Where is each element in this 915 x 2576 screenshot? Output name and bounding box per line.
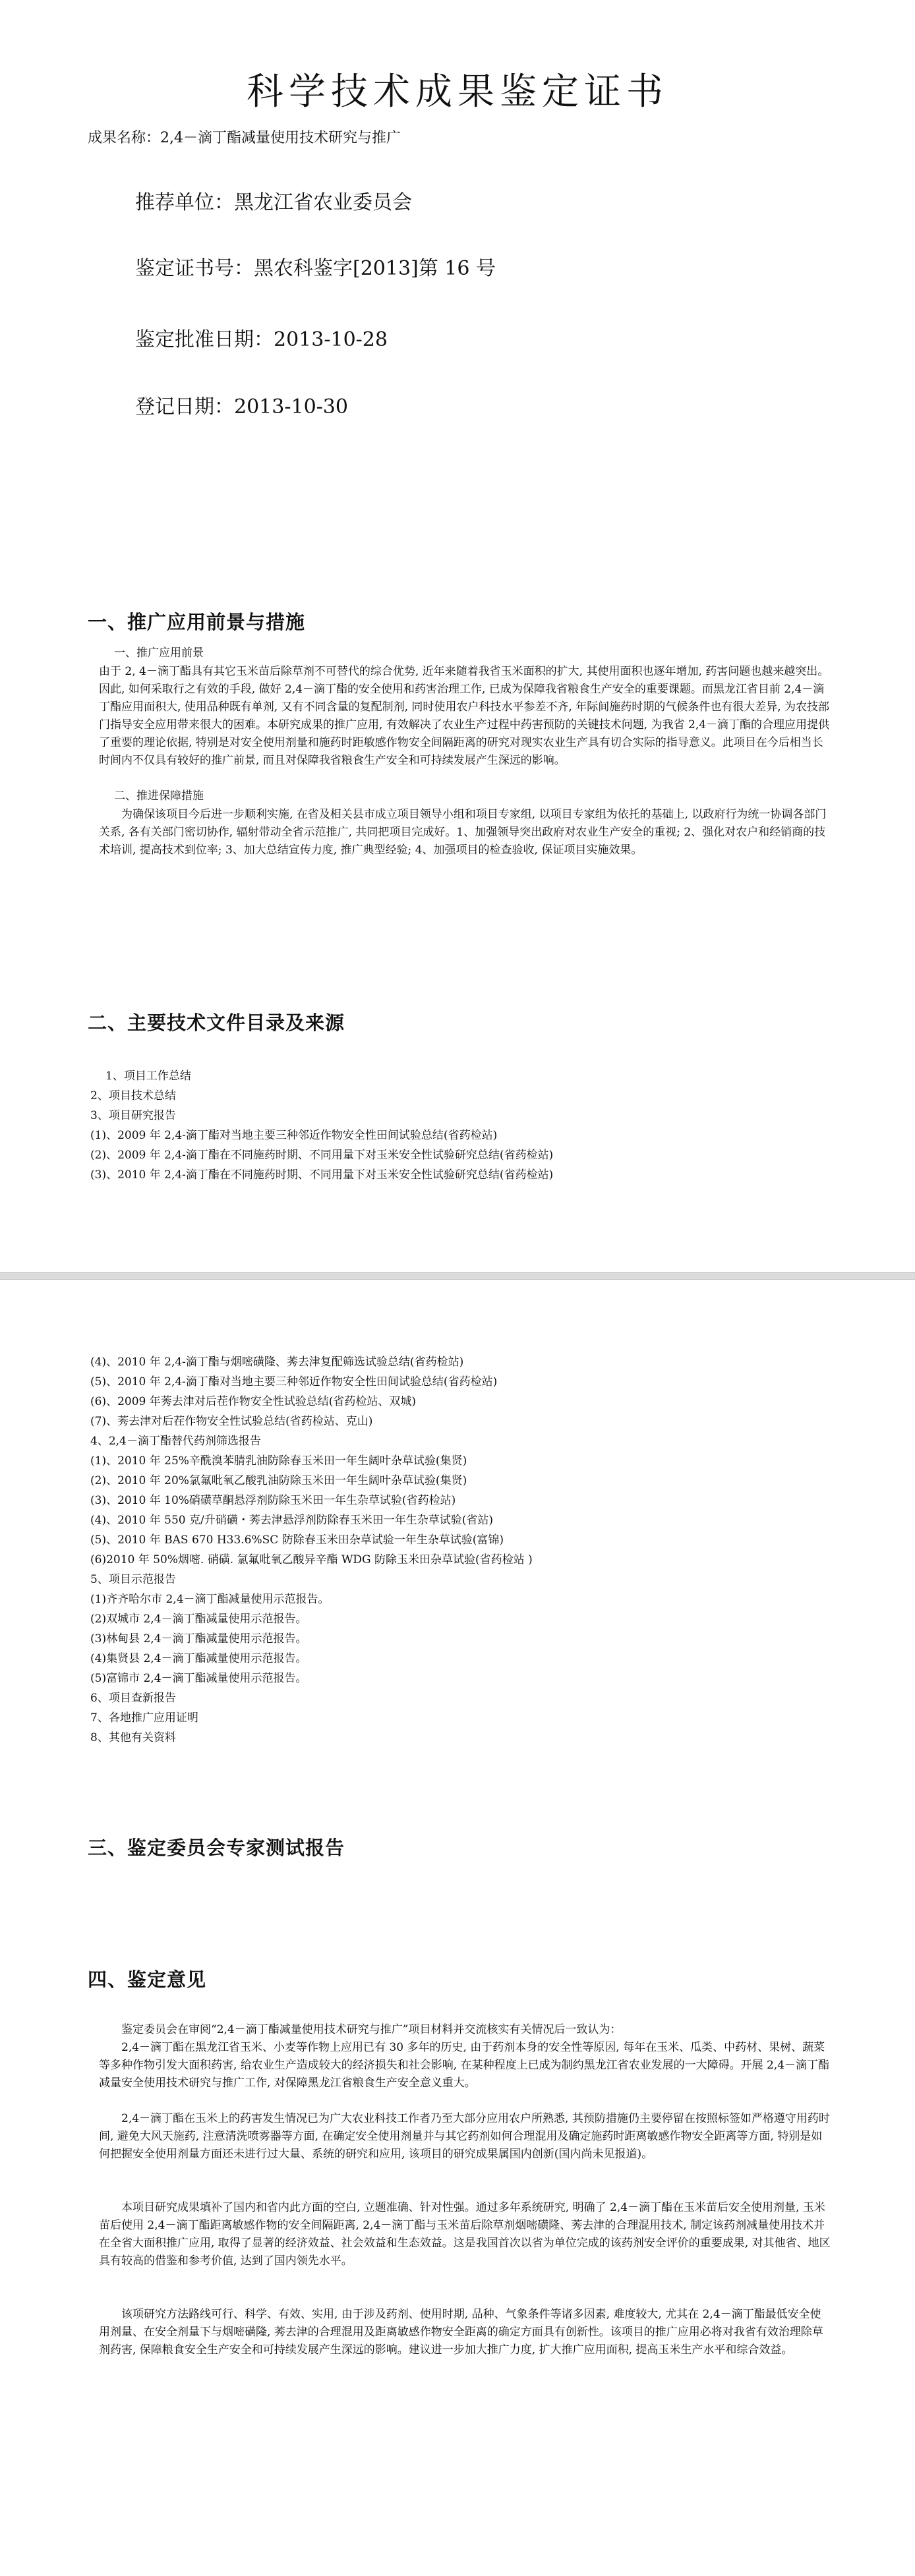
document-list-item: (7)、莠去津对后茬作物安全性试验总结(省药检站、克山) (90, 1415, 373, 1428)
paragraph-prospect: 由于 2, 4－滴丁酯具有其它玉米苗后除草剂不可替代的综合优势, 近年来随着我省玉米面积的扩大, 其使用面积也逐年增加, 药害问题也越来越突出。因此, 如何采取行之有效的手段, 做好 2,4－滴丁酯的安全使用和药害治理工作, 已成为保障我省粮食生产安全的重要课题。而黑龙江省目前 2,4－滴丁酯应用面积大, 使用品种既有单剂, 又有不同含量的复配制剂, 同时使用农户科技水平参差不齐, 年际间施药时期的气候条件也有很大差异, 为农技部门指导安全应用带来很大的困难。本研究成果的推广应用, 有效解决了农业生产过程中药害预防的关键技术问题, 为我省 2,4－滴丁酯的合理应用提供了重要的理论依据, 特别是对安全使用剂量和施药时距敏感作物安全间隔距离的研究对现实农业生产具有切合实际的指导意义。此项目在今后相当长时间内不仅具有较好的推广前景, 而且对保障我省粮食生产安全和可持续发展产生深远的影响。 (99, 665, 830, 767)
document-list-item: (4)、2010 年 2,4-滴丁酯与烟嘧磺隆、莠去津复配筛选试验总结(省药检站) (90, 1356, 464, 1369)
document-list-item: 6、项目查新报告 (90, 1692, 176, 1705)
document-list-item: 4、2,4－滴丁酯替代药剂筛选报告 (90, 1435, 261, 1448)
document-list-item: 7、各地推广应用证明 (90, 1711, 198, 1725)
document-list-item: (2)、2010 年 20%氯氟吡氧乙酸乳油防除玉米田一年生阔叶杂草试验(集贤) (90, 1474, 467, 1487)
document-title: 科学技术成果鉴定证书 (247, 71, 668, 113)
certificate-page-1 (0, 0, 915, 1272)
opinion-paragraph-history: 2,4－滴丁酯在黑龙江省玉米、小麦等作物上应用已有 30 多年的历史, 由于药剂本身的安全性等原因, 每年在玉米、瓜类、中药材、果树、蔬菜等多种作物引发大面积药害, 给农业生产造成较大的经济损失和社会影响, 在某种程度上已成为制约黑龙江省农业发展的一大障碍。开展 2,4－滴丁酯减量安全使用技术研究与推广工作, 对保障黑龙江省粮食生产安全意义重大。 (99, 2041, 830, 2090)
certificate-number: 鉴定证书号：黑农科鉴字[2013]第 16 号 (135, 257, 496, 280)
opinion-paragraph-conclusion: 该项研究方法路线可行、科学、有效、实用, 由于涉及药剂、使用时期, 品种、气象条件等诸多因素, 难度较大, 尤其在 2,4－滴丁酯最低安全使用剂量、在安全剂量下与烟嘧磺隆, 莠去津的合理混用及距离敏感作物安全距离的确定方面具有创新性。该项目的推广应用必将对我省有效治理除草剂药害, 保障粮食安全生产安全和可持续发展产生深远的影响。建议进一步加大推广力度, 扩大推广应用面积, 提高玉米生产水平和综合效益。 (99, 2308, 823, 2357)
recommending-unit: 推荐单位：黑龙江省农业委员会 (135, 191, 412, 214)
opinion-paragraph-innovation: 2,4－滴丁酯在玉米上的药害发生情况已为广大农业科技工作者乃至大部分应用农户所熟悉, 其预防措施仍主要停留在按照标签如严格遵守用药时间, 避免大风天施药, 注意清洗喷雾器等方面, 在确定安全使用剂量并与其它药剂如何合理混用及确定施药时距离敏感作物安全距离等方面, 特别是如何把握安全使用剂量方面还未进行过大量、系统的研究和应用, 该项目的研究成果属国内创新(国内尚未见报道)。 (99, 2112, 830, 2161)
subsection-heading-measures: 二、推进保障措施 (114, 789, 204, 803)
section-heading-opinion: 四、鉴定意见 (88, 1968, 207, 1991)
document-list-item: (3)、2010 年 2,4-滴丁酯在不同施药时期、不同用量下对玉米安全性试验研究总结(省药检站) (90, 1168, 554, 1182)
registration-date: 登记日期：2013-10-30 (135, 395, 348, 418)
document-list-item: (5)、2010 年 BAS 670 H33.6%SC 防除春玉米田杂草试验一年生杂草试验(富锦) (90, 1533, 504, 1547)
document-list-item: (4)、2010 年 550 克/升硝磺・莠去津悬浮剂防除春玉米田一年生杂草试验(省站) (90, 1514, 493, 1527)
document-list-item: (6)、2009 年莠去津对后茬作物安全性试验总结(省药检站、双城) (90, 1395, 417, 1408)
document-list-item: (3)、2010 年 10%硝磺草酮悬浮剂防除玉米田一年生杂草试验(省药检站) (90, 1494, 456, 1507)
document-list-item: (5)、2010 年 2,4-滴丁酯对当地主要三种邻近作物安全性田间试验总结(省药检站) (90, 1375, 498, 1388)
document-list-item: (2)、2009 年 2,4-滴丁酯在不同施药时期、不同用量下对玉米安全性试验研究总结(省药检站) (90, 1149, 554, 1162)
document-list-item: 8、其他有关资料 (90, 1731, 176, 1744)
opinion-paragraph-intro: 鉴定委员会在审阅“2,4－滴丁酯减量使用技术研究与推广”项目材料并交流核实有关情况后一致认为： (121, 2023, 622, 2036)
document-list-item: (5)富锦市 2,4－滴丁酯减量使用示范报告。 (90, 1672, 307, 1685)
document-list-item: (1)、2010 年 25%辛酰溴苯腈乳油防除春玉米田一年生阔叶杂草试验(集贤) (90, 1454, 467, 1468)
document-list-item: 5、项目示范报告 (90, 1573, 176, 1586)
document-list-item: 1、项目工作总结 (105, 1070, 191, 1083)
document-list-item: (2)双城市 2,4－滴丁酯减量使用示范报告。 (90, 1613, 307, 1626)
document-list-item: (6)2010 年 50%烟嘧. 硝磺. 氯氟吡氧乙酸异辛酯 WDG 防除玉米田杂草试验(省药检站 ) (90, 1553, 533, 1566)
document-list-item: (4)集贤县 2,4－滴丁酯减量使用示范报告。 (90, 1652, 307, 1665)
document-list-part-2 (90, 1352, 533, 1748)
certificate-page-2 (0, 1280, 915, 2576)
approval-date: 鉴定批准日期：2013-10-28 (135, 328, 388, 351)
project-name: 成果名称：2,4－滴丁酯减量使用技术研究与推广 (88, 130, 401, 146)
section-heading-expert-test: 三、鉴定委员会专家测试报告 (88, 1837, 345, 1859)
section-heading-application: 一、推广应用前景与措施 (88, 611, 306, 633)
page-separator (0, 1272, 915, 1280)
document-list-part-1 (90, 1066, 553, 1185)
section-heading-documents: 二、主要技术文件目录及来源 (88, 1012, 345, 1034)
opinion-paragraph-achievement: 本项目研究成果填补了国内和省内此方面的空白, 立题准确、针对性强。通过多年系统研究, 明确了 2,4－滴丁酯在玉米苗后安全使用剂量, 玉米苗后使用 2,4－滴丁酯距离敏感作物的安全间隔距离, 2,4－滴丁酯与玉米苗后除草剂烟嘧磺隆、莠去津的合理混用技术, 制定该药剂减量使用技术并在全省大面积推广应用, 取得了显著的经济效益、社会效益和生态效益。这是我国首次以省为单位完成的该药剂安全评价的重要成果, 对其他省、地区具有较高的借鉴和参考价值, 达到了国内领先水平。 (99, 2201, 831, 2268)
document-list-item: (1)齐齐哈尔市 2,4－滴丁酯减量使用示范报告。 (90, 1593, 330, 1606)
document-list-item: (1)、2009 年 2,4-滴丁酯对当地主要三种邻近作物安全性田间试验总结(省药检站) (90, 1129, 498, 1142)
document-list-item: 2、项目技术总结 (90, 1089, 176, 1102)
document-list-item: (3)林甸县 2,4－滴丁酯减量使用示范报告。 (90, 1632, 307, 1646)
document-list-item: 3、项目研究报告 (90, 1109, 176, 1122)
paragraph-measures: 为确保该项目今后进一步顺利实施, 在省及相关县市成立项目领导小组和项目专家组, 以项目专家组为依托的基础上, 以政府行为统一协调各部门关系, 各有关部门密切协作, 辐射带动全省示范推广, 共同把项目完成好。1、加强领导突出政府对农业生产安全的重视; 2、强化对农户和经销商的技术培训, 提高技术到位率; 3、加大总结宣传力度, 推广典型经验; 4、加强项目的检查验收, 保证项目实施效果。 (99, 808, 827, 857)
subsection-heading-prospect: 一、推广应用前景 (114, 646, 204, 660)
